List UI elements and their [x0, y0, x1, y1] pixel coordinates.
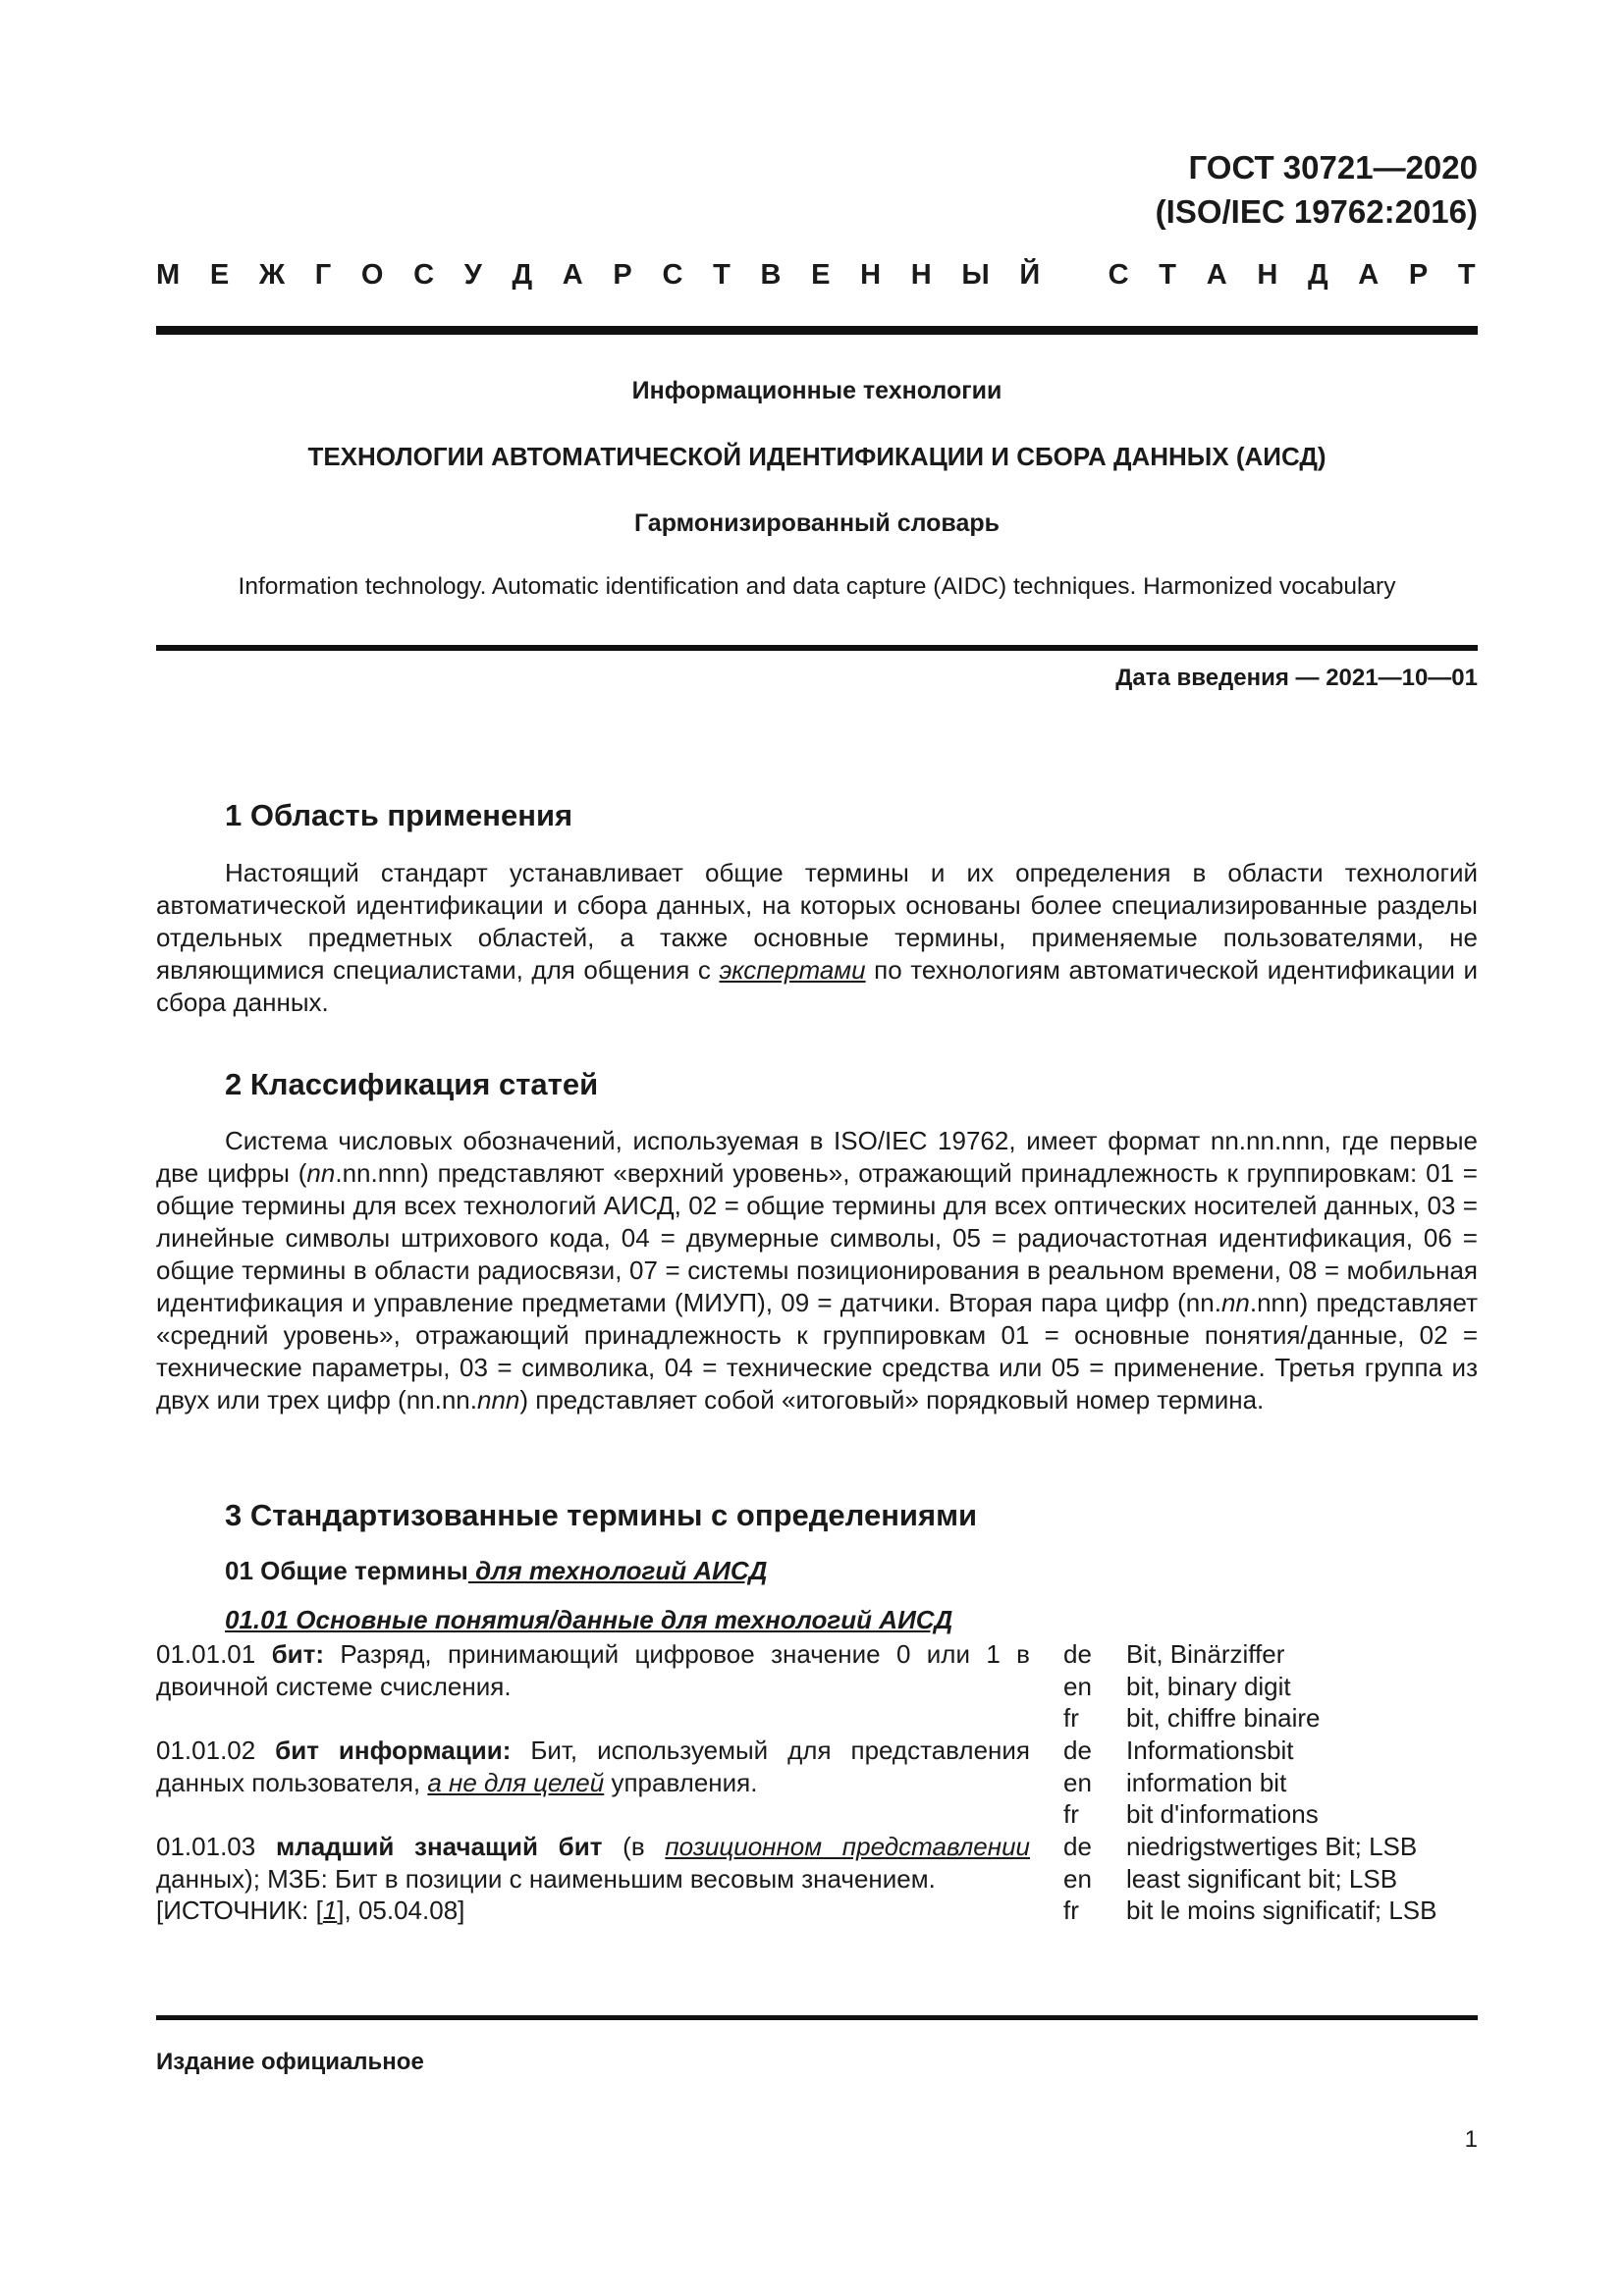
page-number: 1 — [1464, 2126, 1478, 2153]
term-translations-01-01-01: de Bit, Binärziffer en bit, binary digit fr bit, chiffre binaire — [1063, 1639, 1321, 1733]
standard-type-letter: А — [562, 259, 583, 291]
standard-type-letter: Р — [1408, 259, 1429, 291]
standard-type-letter: Р — [613, 259, 632, 291]
document-number: ГОСТ 30721—2020 — [1188, 149, 1478, 186]
standard-type-letter: О — [360, 259, 384, 291]
section-1-heading: 1 Область применения — [225, 798, 573, 832]
standard-type-letter: Н — [910, 259, 932, 291]
header-rule — [156, 326, 1478, 335]
section-1-paragraph: Настоящий стандарт устанавливает общие термины и их определения в области технологий автоматической идентификации и сбора данных, на которых основаны более специализированные разделы отдельных предметных областей, а также основные термины, применяемые пользователями, не являющимися специалистами, для общения с экспертами по технологиям автоматической идентификации и сбора данных. — [156, 858, 1479, 1017]
standard-type-letter: Д — [512, 259, 533, 291]
section-2-paragraph: Система числовых обозначений, используемая в ISO/IEC 19762, имеет формат nn.nn.nnn, где первые две цифры (nn.nn.nnn) представляют «верхний уровень», отражающий принадлежность к группировкам: 01 = общие термины для всех технологий АИСД, 02 = общие термины для всех оптических носителей данных, 03 = линейные символы штрихового кода, 04 = двумерные символы, 05 = радиочастотная идентификация, 06 = общие термины в области радиосвязи, 07 = системы позиционирования в реальном времени, 08 = мобильная идентификация и управление предметами (МИУП), 09 = датчики. Вторая пара цифр (nn.nn.nnn) представляет «средний уровень», отражающий принадлежность к группировкам 01 = основные понятия/данные, 02 = технические параметры, 03 = символика, 04 = технические средства или 05 = применение. Третья группа из двух или трех цифр (nn.nn.nnn) представляет собой «итоговый» порядковый номер термина. — [156, 1126, 1478, 1415]
subsection-01-heading: 01 Общие термины для технологий АИСД — [225, 1556, 768, 1585]
not-for-purposes-link[interactable]: а не для целей — [427, 1767, 605, 1797]
standard-type — [156, 257, 1476, 293]
standard-type-letter: В — [760, 259, 782, 291]
term-translations-01-01-03: de niedrigstwertiges Bit; LSB en least significant bit; LSB fr bit le moins significatif; LSB — [1063, 1832, 1437, 1925]
standard-type-letter: Е — [209, 259, 230, 291]
title-rule — [156, 645, 1478, 651]
aidc-link[interactable]: для технологий АИСД — [467, 1556, 768, 1585]
standard-type-letter: Н — [1257, 259, 1278, 291]
intro-date: Дата введения — 2021—10—01 — [1115, 665, 1478, 691]
official-edition-label: Издание официальное — [156, 2049, 424, 2075]
standard-type-letter: Т — [1159, 259, 1177, 291]
standard-type-letter: У — [463, 259, 482, 291]
standard-type-letter: М — [156, 259, 181, 291]
standard-type-letter: С — [662, 259, 683, 291]
standard-type-letter: Е — [811, 259, 831, 291]
section-3-heading: 3 Стандартизованные термины с определениями — [225, 1498, 978, 1532]
title-line-2: ТЕХНОЛОГИИ АВТОМАТИЧЕСКОЙ ИДЕНТИФИКАЦИИ И СБОРА ДАННЫХ (АИСД) — [307, 442, 1326, 471]
standard-type-letter: Г — [314, 259, 332, 291]
standard-type-letter: А — [1206, 259, 1227, 291]
standard-type-letter: Н — [860, 259, 882, 291]
subsection-01-01-heading[interactable]: 01.01 Основные понятия/данные для технологий АИСД — [225, 1605, 953, 1634]
footer-rule — [156, 2015, 1478, 2020]
document-number-block — [1156, 145, 1478, 234]
standard-type-letter: А — [1358, 259, 1380, 291]
standard-type-letter: Д — [1307, 259, 1328, 291]
standard-type-letter — [1070, 257, 1078, 293]
term-entry-01-01-02: 01.01.02 бит информации: Бит, используемый для представления данных пользователя, а не для целей управления. — [156, 1735, 1030, 1797]
standard-type-letter: С — [413, 259, 435, 291]
section-2-heading: 2 Классификация статей — [225, 1067, 599, 1101]
standard-type-letter: Ы — [961, 259, 990, 291]
standard-type-letter: С — [1108, 259, 1129, 291]
title-english: Information technology. Automatic identification and data capture (AIDC) techniques. Harmonized vocabulary — [238, 573, 1396, 600]
standard-type-letter: Т — [1457, 259, 1476, 291]
standard-type-letter: Ж — [258, 259, 286, 291]
experts-link[interactable]: экспертами — [719, 955, 866, 985]
term-entry-01-01-01: 01.01.01 бит: Разряд, принимающий цифровое значение 0 или 1 в двоичной системе счисления. — [156, 1639, 1030, 1701]
source-reference-link[interactable]: 1 — [322, 1896, 338, 1925]
document-reference: (ISO/IEC 19762:2016) — [1155, 193, 1478, 230]
positional-representation-link[interactable]: позиционном представлении — [665, 1832, 1030, 1861]
term-entry-01-01-03: 01.01.03 младший значащий бит (в позиционном представлении данных); МЗБ: Бит в позиции с наименьшим весовым значением. [ИСТОЧНИК: [1], 05.04.08] — [156, 1832, 1030, 1925]
term-translations-01-01-02: de Informationsbit en information bit fr bit d'informations — [1063, 1735, 1319, 1829]
standard-type-letter: Й — [1019, 259, 1041, 291]
title-line-3: Гармонизированный словарь — [633, 509, 1001, 537]
title-line-1: Информационные технологии — [631, 377, 1002, 404]
standard-type-letter: Т — [713, 259, 731, 291]
